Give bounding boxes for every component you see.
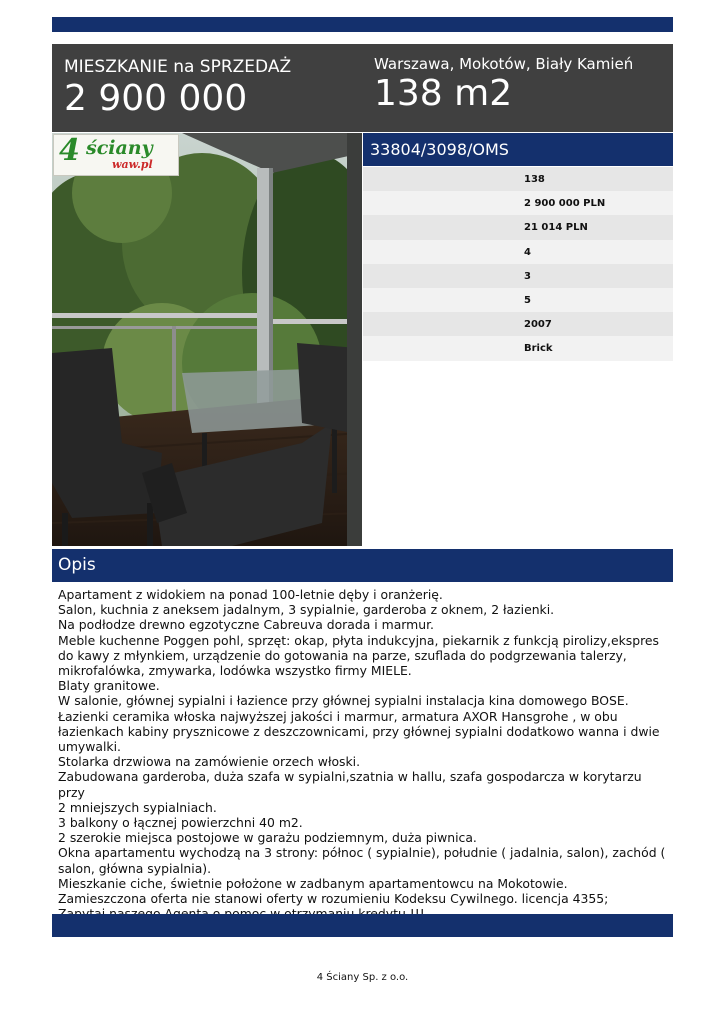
description-line: W salonie, głównej sypialni i łazience przy głównej sypialni instalacja kina domowego BOSE. xyxy=(58,693,629,709)
description-line: 3 balkony o łącznej powierzchni 40 m2. xyxy=(58,815,303,831)
detail-material: Brick xyxy=(524,343,553,355)
property-photo xyxy=(52,133,362,546)
detail-floor: 3 xyxy=(524,270,531,282)
description-line: Apartament z widokiem na ponad 100-letnie dęby i oranżerię. xyxy=(58,587,443,602)
reference-bar xyxy=(363,133,673,166)
detail-price: 2 900 000 PLN xyxy=(524,198,606,210)
detail-year-built: 2007 xyxy=(524,319,552,331)
logo-domain: waw.pl xyxy=(112,158,153,171)
details-row xyxy=(363,312,673,336)
listing-type: MIESZKANIE na SPRZEDAŻ xyxy=(64,57,292,77)
details-row xyxy=(363,336,673,360)
detail-floors-total: 5 xyxy=(524,294,531,306)
description-line: do kawy z młynkiem, urządzenie do gotowania na parze, szuflada do podgrzewania talerzy, xyxy=(58,647,627,663)
detail-price-per-m2: 21 014 PLN xyxy=(524,222,588,234)
description-line: Na podłodze drewno egzotyczne Cabreuva dorada i marmur. xyxy=(58,617,434,633)
detail-rooms: 4 xyxy=(524,246,531,258)
description-line: Zabudowana garderoba, duża szafa w sypialni,szatnia w hallu, szafa gospodarcza w korytarzu przy xyxy=(58,769,642,800)
description-body xyxy=(58,587,670,921)
details-row xyxy=(363,167,673,191)
description-line: 2 mniejszych sypialniach. xyxy=(58,799,217,815)
description-line: Okna apartamentu wychodzą na 3 strony: północ ( sypialnie), południe ( jadalnia, salon), zachód ( xyxy=(58,845,666,861)
description-line: Salon, kuchnia z aneksem jadalnym, 3 sypialnie, garderoba z oknem, 2 łazienki. xyxy=(58,602,555,618)
description-heading-bar xyxy=(52,549,673,582)
details-row xyxy=(363,240,673,264)
details-row xyxy=(363,191,673,215)
description-line: umywalki. xyxy=(58,739,121,755)
logo-word: ściany xyxy=(86,137,153,159)
description-line: Blaty granitowe. xyxy=(58,678,160,694)
description-line: łazienkach kabiny prysznicowe z deszczownicami, przy głównej sypialni dodatkowo wanna i dwie xyxy=(58,723,660,739)
detail-area: 138 xyxy=(524,174,545,185)
listing-price: 2 900 000 xyxy=(64,78,248,119)
description-line: Łazienki ceramika włoska najwyższej jakości i marmur, armatura AXOR Hansgrohe , w obu xyxy=(58,708,618,724)
reference-number: 33804/3098/OMS xyxy=(370,140,509,159)
bottom-band xyxy=(52,914,673,937)
footer-company: 4 Ściany Sp. z o.o. xyxy=(316,972,409,983)
agency-logo xyxy=(53,134,179,176)
description-line: 2 szerokie miejsca postojowe w garażu podziemnym, duża piwnica. xyxy=(58,830,477,846)
description-line: salon, główna sypialnia). xyxy=(58,860,212,876)
description-line: Zamieszczona oferta nie stanowi oferty w rozumieniu Kodeksu Cywilnego. licencja 4355; xyxy=(58,891,609,907)
logo-number: 4 xyxy=(59,133,80,168)
description-heading: Opis xyxy=(58,555,96,575)
description-line: Meble kuchenne Poggen pohl, sprzęt: okap, płyta indukcyjna, piekarnik z funkcją pirolizy,ekspres xyxy=(58,632,659,648)
description-line: Mieszkanie ciche, świetnie położone w zadbanym apartamentowcu na Mokotowie. xyxy=(58,875,568,891)
details-row xyxy=(363,288,673,312)
listing-area: 138 m2 xyxy=(374,73,513,114)
listing-header xyxy=(52,44,673,132)
description-line: Stolarka drzwiowa na zamówienie orzech włoski. xyxy=(58,754,361,770)
top-band xyxy=(52,17,673,32)
description-line: mikrofalówka, zmywarka, lodówka wszystko firmy MIELE. xyxy=(58,663,412,679)
details-row xyxy=(363,264,673,288)
listing-location: Warszawa, Mokotów, Biały Kamień xyxy=(374,55,634,73)
details-row xyxy=(363,215,673,239)
details-table xyxy=(363,167,673,361)
balcony-photo-image xyxy=(52,133,362,546)
